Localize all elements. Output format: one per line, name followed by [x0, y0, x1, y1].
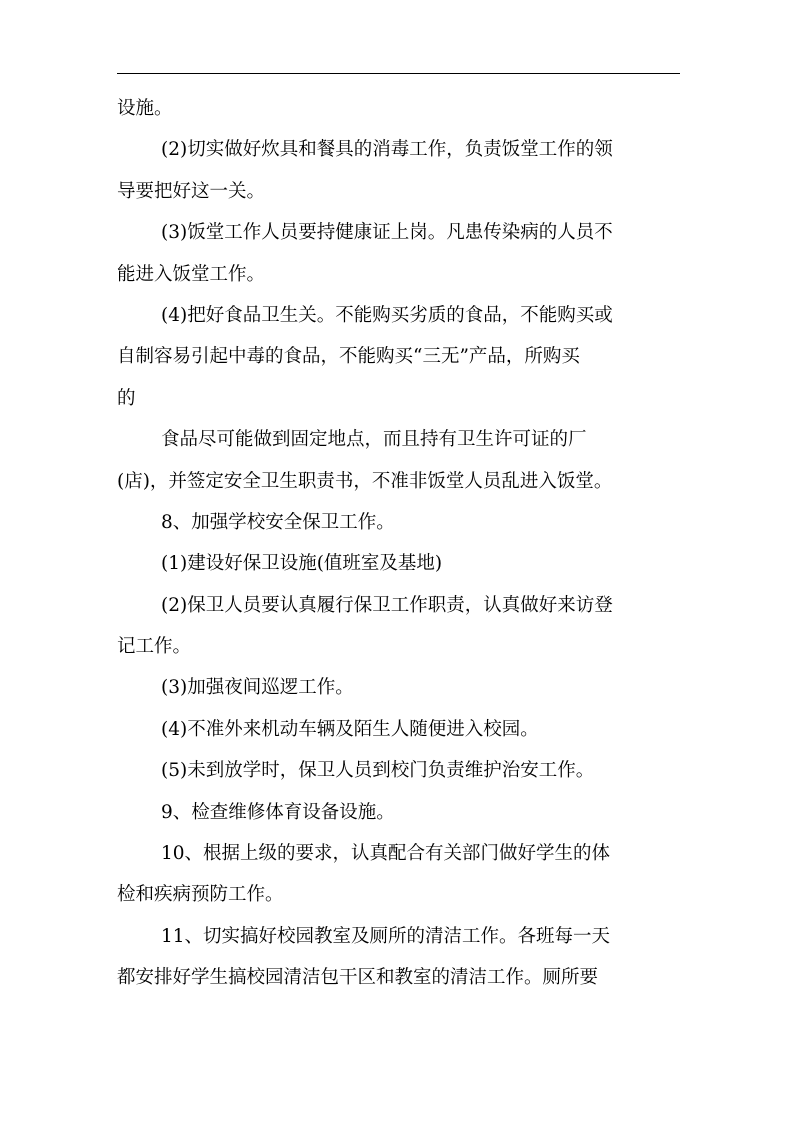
body-line: (1)建设好保卫设施(值班室及基地) [161, 553, 443, 575]
body-line: 自制容易引起中毒的食品，不能购买“三无”产品，所购买 [117, 346, 580, 368]
body-line: 能进入饭堂工作。 [117, 263, 266, 285]
body-line: (2)切实做好炊具和餐具的消毒工作，负责饭堂工作的领 [161, 139, 613, 161]
body-line: 食品尽可能做到固定地点，而且持有卫生许可证的厂 [161, 429, 587, 451]
section-heading: 9、检查维修体育设备设施。 [161, 801, 395, 823]
body-line: (2)保卫人员要认真履行保卫工作职责，认真做好来访登 [161, 594, 613, 616]
body-line: (4)把好食品卫生关。不能购买劣质的食品，不能购买或 [161, 304, 613, 326]
section-heading: 11、切实搞好校园教室及厕所的清洁工作。各班每一天 [161, 925, 611, 947]
body-line: 都安排好学生搞校园清洁包干区和教室的清洁工作。厕所要 [117, 967, 599, 989]
body-line: 导要把好这一关。 [117, 180, 266, 202]
section-heading: 10、根据上级的要求，认真配合有关部门做好学生的体 [161, 843, 611, 865]
body-line: (4)不准外来机动车辆及陌生人随便进入校园。 [161, 718, 539, 740]
body-line: 的 [117, 387, 136, 409]
body-line: (5)未到放学时，保卫人员到校门负责维护治安工作。 [161, 760, 595, 782]
body-line: (3)加强夜间巡逻工作。 [161, 677, 354, 699]
body-line: 记工作。 [117, 636, 192, 658]
section-heading: 8、加强学校安全保卫工作。 [161, 511, 395, 533]
body-line: 检和疾病预防工作。 [117, 884, 284, 906]
document-body [117, 88, 687, 999]
body-line: (店)，并签定安全卫生职责书，不准非饭堂人员乱进入饭堂。 [117, 470, 613, 492]
header-rule [117, 73, 680, 74]
body-line: 设施。 [117, 98, 173, 119]
body-line: (3)饭堂工作人员要持健康证上岗。凡患传染病的人员不 [161, 222, 613, 244]
